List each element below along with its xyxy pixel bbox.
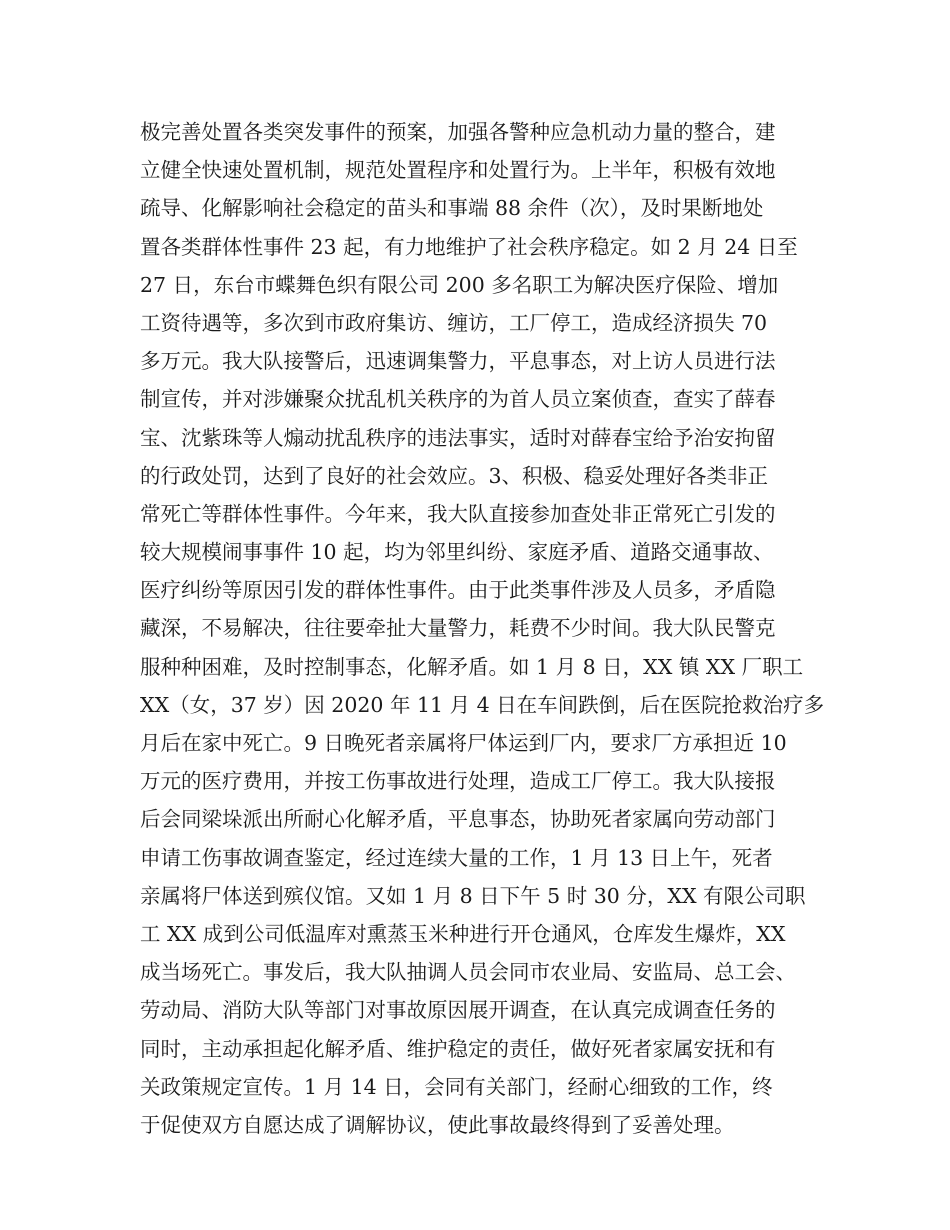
text-line: 制宣传，并对涉嫌聚众扰乱机关秩序的为首人员立案侦查，查实了薛春 [140, 387, 776, 412]
text-line: 27 日，东台市蝶舞色织有限公司 200 多名职工为解决医疗保险、增加 [140, 272, 779, 297]
text-line: 成当场死亡。事发后，我大队抽调人员会同市农业局、安监局、总工会、 [140, 960, 796, 985]
body-text [140, 113, 840, 1144]
text-line: 劳动局、消防大队等部门对事故原因展开调查，在认真完成调查任务的 [140, 998, 776, 1023]
text-line: 的行政处罚，达到了良好的社会效应。3、积极、稳妥处理好各类非正 [140, 463, 769, 488]
text-line: 疏导、化解影响社会稳定的苗头和事端 88 余件（次），及时果断地处 [140, 196, 764, 221]
text-line: 医疗纠纷等原因引发的群体性事件。由于此类事件涉及人员多，矛盾隐 [140, 578, 776, 603]
text-line: XX（女，37 岁）因 2020 年 11 月 4 日在车间跌倒，后在医院抢救治疗多 [140, 692, 825, 717]
text-line: 申请工伤事故调查鉴定，经过连续大量的工作，1 月 13 日上午，死者 [140, 845, 773, 870]
text-line: 服种种困难，及时控制事态，化解矛盾。如 1 月 8 日，XX 镇 XX 厂职工 [140, 654, 804, 679]
text-line: 关政策规定宣传。1 月 14 日，会同有关部门，经耐心细致的工作，终 [140, 1074, 773, 1099]
text-line: 置各类群体性事件 23 起，有力地维护了社会秩序稳定。如 2 月 24 日至 [140, 234, 798, 259]
text-line: 极完善处置各类突发事件的预案，加强各警种应急机动力量的整合，建 [140, 120, 776, 144]
text-line: 立健全快速处置机制，规范处置程序和处置行为。上半年，积极有效地 [140, 158, 776, 183]
text-line: 常死亡等群体性事件。今年来，我大队直接参加查处非正常死亡引发的 [140, 501, 776, 526]
text-line: 万元的医疗费用，并按工伤事故进行处理，造成工厂停工。我大队接报 [140, 769, 776, 794]
text-line: 藏深，不易解决，往往要牵扯大量警力，耗费不少时间。我大队民警克 [140, 616, 776, 641]
text-line: 同时，主动承担起化解矛盾、维护稳定的责任，做好死者家属安抚和有 [140, 1036, 776, 1061]
text-line: 亲属将尸体送到殡仪馆。又如 1 月 8 日下午 5 时 30 分，XX 有限公司职 [140, 883, 806, 908]
text-line: 宝、沈紫珠等人煽动扰乱秩序的违法事实，适时对薛春宝给予治安拘留 [140, 425, 776, 450]
text-line: 月后在家中死亡。9 日晚死者亲属将尸体运到厂内，要求厂方承担近 10 [140, 731, 787, 755]
text-line: 工 XX 成到公司低温库对熏蒸玉米种进行开仓通风，仓库发生爆炸，XX [140, 921, 786, 946]
text-line: 于促使双方自愿达成了调解协议，使此事故最终得到了妥善处理。 [140, 1112, 735, 1137]
text-line: 多万元。我大队接警后，迅速调集警力，平息事态，对上访人员进行法 [140, 349, 776, 374]
text-line: 后会同梁垛派出所耐心化解矛盾，平息事态，协助死者家属向劳动部门 [140, 807, 776, 832]
text-line: 较大规模闹事事件 10 起，均为邻里纠纷、家庭矛盾、道路交通事故、 [140, 540, 774, 565]
text-line: 工资待遇等，多次到市政府集访、缠访，工厂停工，造成经济损失 70 [140, 310, 768, 335]
